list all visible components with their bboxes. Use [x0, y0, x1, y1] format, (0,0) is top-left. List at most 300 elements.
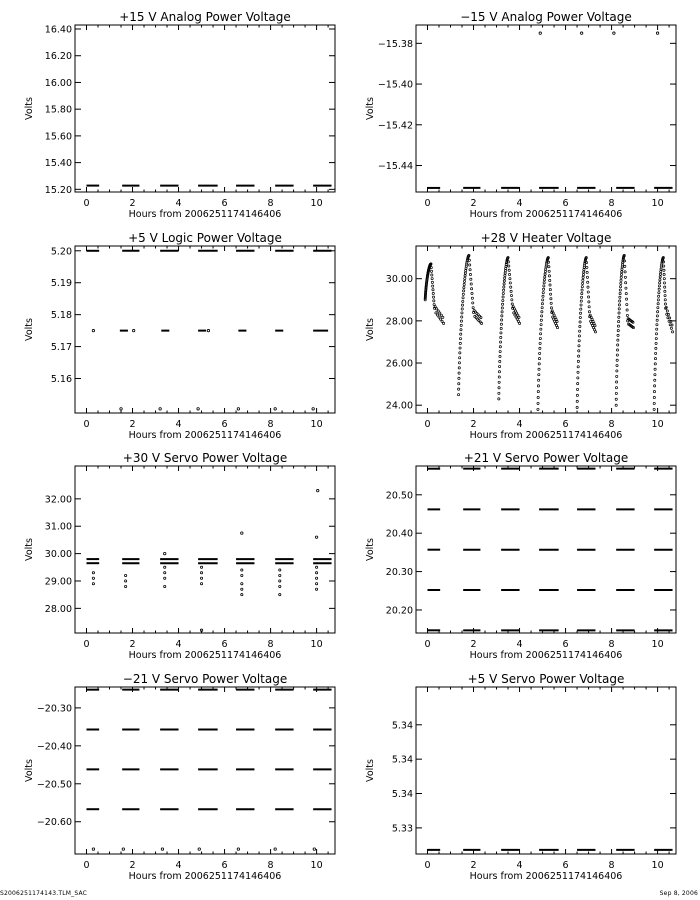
data-point — [578, 340, 580, 342]
data-point — [619, 289, 621, 291]
data-point — [537, 385, 539, 387]
x-tick-label: 2 — [470, 639, 477, 650]
plot-frame — [75, 25, 335, 192]
data-point — [499, 341, 501, 343]
data-point — [507, 261, 509, 263]
data-point — [579, 312, 581, 314]
data-point — [197, 408, 199, 410]
data-point — [656, 319, 658, 321]
x-tick-label: 2 — [129, 198, 136, 209]
data-point — [315, 577, 317, 579]
data-point — [461, 316, 463, 318]
y-tick-label: 15.60 — [44, 131, 72, 143]
y-tick-label: 26.00 — [385, 358, 413, 370]
data-point — [653, 396, 655, 398]
data-point — [577, 383, 579, 385]
data-point — [433, 300, 435, 302]
data-point — [659, 282, 661, 284]
data-point — [499, 360, 501, 362]
y-tick-label: 15.20 — [44, 184, 72, 196]
data-point — [615, 381, 617, 383]
data-point — [659, 276, 661, 278]
y-axis-label: Volts — [24, 759, 35, 782]
data-point — [618, 312, 620, 314]
data-point — [472, 307, 474, 309]
data-point — [621, 268, 623, 270]
data-point — [616, 364, 618, 366]
data-point — [655, 352, 657, 354]
chart-panel-8 — [365, 672, 676, 882]
data-point — [577, 371, 579, 373]
data-point — [654, 357, 656, 359]
data-point — [436, 314, 438, 316]
data-point — [579, 316, 581, 318]
y-axis-label: Volts — [24, 318, 35, 341]
y-axis-label: Volts — [24, 538, 35, 561]
data-point — [538, 379, 540, 381]
data-point — [626, 303, 628, 305]
data-point — [459, 347, 461, 349]
data-point — [576, 394, 578, 396]
data-point — [120, 408, 122, 410]
data-point — [459, 342, 461, 344]
data-point — [626, 314, 628, 316]
data-point — [656, 324, 658, 326]
data-point — [122, 848, 124, 850]
data-point — [442, 316, 444, 318]
data-point — [458, 362, 460, 364]
data-point — [461, 308, 463, 310]
data-point — [499, 365, 501, 367]
data-point — [504, 277, 506, 279]
y-tick-label: 5.34 — [391, 720, 413, 732]
data-point — [198, 848, 200, 850]
data-point — [432, 292, 434, 294]
data-point — [619, 300, 621, 302]
chart-panel-5 — [24, 451, 335, 661]
data-point — [587, 291, 589, 293]
data-point — [659, 279, 661, 281]
data-point — [279, 569, 281, 571]
x-tick-label: 8 — [608, 198, 615, 209]
data-point — [499, 350, 501, 352]
data-point — [663, 282, 665, 284]
y-tick-label: −20.50 — [36, 779, 72, 791]
y-tick-label: 15.80 — [44, 104, 72, 116]
x-tick-label: 2 — [129, 419, 136, 430]
data-point — [469, 264, 471, 266]
y-tick-label: 5.34 — [391, 754, 413, 766]
data-point — [620, 273, 622, 275]
data-point — [619, 286, 621, 288]
data-point — [500, 323, 502, 325]
y-tick-label: 5.33 — [391, 823, 413, 835]
data-point — [125, 574, 127, 576]
data-point — [433, 303, 435, 305]
data-point — [457, 394, 459, 396]
chart-panel-2 — [365, 10, 676, 220]
y-tick-label: 5.20 — [50, 246, 72, 258]
data-point — [580, 32, 582, 34]
data-point — [241, 594, 243, 596]
chart-title: +28 V Heater Voltage — [480, 231, 612, 245]
data-point — [656, 328, 658, 330]
data-point — [501, 311, 503, 313]
data-point — [588, 301, 590, 303]
data-point — [498, 376, 500, 378]
data-point — [498, 392, 500, 394]
data-point — [616, 349, 618, 351]
data-point — [502, 289, 504, 291]
data-point — [92, 848, 94, 850]
data-point — [548, 275, 550, 277]
data-point — [620, 276, 622, 278]
data-point — [654, 374, 656, 376]
data-point — [504, 269, 506, 271]
data-point — [655, 342, 657, 344]
data-point — [579, 325, 581, 327]
data-point — [654, 368, 656, 370]
x-tick-label: 4 — [516, 198, 523, 209]
data-point — [548, 266, 550, 268]
x-axis-label: Hours from 2006251174146406 — [469, 650, 623, 661]
data-point — [664, 299, 666, 301]
chart-panel-6 — [365, 451, 676, 661]
data-series — [87, 489, 332, 631]
data-point — [550, 307, 552, 309]
data-point — [274, 408, 276, 410]
data-point — [583, 271, 585, 273]
data-point — [618, 321, 620, 323]
data-point — [464, 275, 466, 277]
data-point — [241, 574, 243, 576]
data-point — [618, 316, 620, 318]
chart-panel-7 — [24, 672, 335, 882]
data-point — [509, 278, 511, 280]
data-point — [663, 273, 665, 275]
y-axis-label: Volts — [365, 318, 376, 341]
data-point — [613, 32, 615, 34]
data-point — [626, 309, 628, 311]
data-point — [503, 280, 505, 282]
y-tick-label: 30.00 — [385, 274, 413, 286]
data-point — [617, 339, 619, 341]
data-point — [621, 271, 623, 273]
x-tick-label: 4 — [175, 860, 182, 871]
y-tick-label: 29.00 — [44, 576, 72, 588]
data-point — [542, 292, 544, 294]
data-point — [241, 583, 243, 585]
data-point — [541, 303, 543, 305]
data-point — [432, 296, 434, 298]
data-point — [458, 377, 460, 379]
x-tick-label: 8 — [608, 639, 615, 650]
data-point — [582, 273, 584, 275]
data-point — [463, 280, 465, 282]
data-point — [501, 315, 503, 317]
x-tick-label: 8 — [267, 860, 274, 871]
y-tick-label: 31.00 — [44, 521, 72, 533]
x-tick-label: 4 — [175, 639, 182, 650]
data-point — [670, 327, 672, 329]
x-tick-label: 0 — [83, 639, 90, 650]
data-point — [625, 282, 627, 284]
y-tick-label: 5.18 — [50, 310, 72, 322]
data-point — [594, 325, 596, 327]
y-tick-label: 5.34 — [391, 789, 413, 801]
x-tick-label: 6 — [562, 639, 569, 650]
chart-title: +15 V Analog Power Voltage — [119, 10, 291, 24]
y-axis-label: Volts — [365, 759, 376, 782]
data-point — [653, 408, 655, 410]
data-point — [200, 629, 202, 631]
data-point — [541, 315, 543, 317]
data-point — [544, 276, 546, 278]
x-tick-label: 0 — [424, 198, 431, 209]
data-point — [480, 322, 482, 324]
data-point — [434, 306, 436, 308]
y-tick-label: −20.60 — [36, 817, 72, 829]
data-point — [663, 269, 665, 271]
chart-panel-4 — [365, 231, 676, 441]
data-point — [654, 379, 656, 381]
data-point — [541, 311, 543, 313]
data-point — [498, 387, 500, 389]
chart-title: +5 V Servo Power Voltage — [467, 672, 625, 686]
x-tick-label: 10 — [310, 860, 323, 871]
data-point — [539, 342, 541, 344]
data-point — [200, 577, 202, 579]
data-series — [87, 690, 332, 851]
y-tick-label: 16.00 — [44, 77, 72, 89]
data-point — [625, 287, 627, 289]
data-point — [508, 265, 510, 267]
data-point — [279, 585, 281, 587]
data-point — [663, 278, 665, 280]
data-point — [655, 347, 657, 349]
data-point — [207, 329, 209, 331]
data-point — [586, 271, 588, 273]
x-axis-label: Hours from 2006251174146406 — [469, 209, 623, 220]
data-point — [501, 303, 503, 305]
data-point — [441, 320, 443, 322]
data-point — [465, 270, 467, 272]
data-point — [659, 273, 661, 275]
data-point — [540, 319, 542, 321]
data-point — [315, 588, 317, 590]
data-point — [654, 363, 656, 365]
x-axis-label: Hours from 2006251174146406 — [128, 871, 282, 882]
data-point — [431, 278, 433, 280]
data-point — [159, 408, 161, 410]
data-point — [471, 288, 473, 290]
data-point — [432, 285, 434, 287]
data-point — [658, 285, 660, 287]
data-point — [315, 566, 317, 568]
x-tick-label: 6 — [221, 639, 228, 650]
data-point — [431, 274, 433, 276]
y-tick-label: 28.00 — [44, 603, 72, 615]
x-tick-label: 8 — [608, 419, 615, 430]
data-point — [618, 304, 620, 306]
data-point — [576, 406, 578, 408]
chart-title: −21 V Servo Power Voltage — [122, 672, 288, 686]
data-series — [87, 251, 332, 410]
x-axis-label: Hours from 2006251174146406 — [128, 430, 282, 441]
data-point — [580, 308, 582, 310]
data-point — [504, 274, 506, 276]
data-point — [279, 580, 281, 582]
data-point — [545, 268, 547, 270]
x-tick-label: 6 — [221, 198, 228, 209]
data-point — [588, 306, 590, 308]
data-point — [539, 333, 541, 335]
data-series — [428, 469, 673, 631]
data-point — [164, 585, 166, 587]
data-point — [315, 572, 317, 574]
x-axis-label: Hours from 2006251174146406 — [128, 650, 282, 661]
data-point — [583, 268, 585, 270]
data-point — [615, 387, 617, 389]
y-tick-label: 5.19 — [50, 278, 72, 290]
data-point — [656, 315, 658, 317]
data-point — [463, 290, 465, 292]
data-point — [469, 273, 471, 275]
x-tick-label: 2 — [129, 860, 136, 871]
data-point — [125, 585, 127, 587]
data-point — [510, 286, 512, 288]
x-tick-label: 4 — [516, 419, 523, 430]
data-point — [617, 334, 619, 336]
data-point — [616, 359, 618, 361]
data-point — [500, 336, 502, 338]
data-point — [625, 298, 627, 300]
data-point — [580, 296, 582, 298]
data-point — [540, 328, 542, 330]
data-point — [655, 333, 657, 335]
data-point — [549, 279, 551, 281]
data-point — [503, 286, 505, 288]
y-tick-label: 20.30 — [385, 567, 413, 579]
data-point — [164, 577, 166, 579]
y-tick-label: −15.42 — [377, 120, 413, 132]
data-point — [443, 322, 445, 324]
x-tick-label: 10 — [310, 198, 323, 209]
data-point — [664, 303, 666, 305]
data-point — [460, 324, 462, 326]
chart-title: +5 V Logic Power Voltage — [128, 231, 282, 245]
data-point — [472, 302, 474, 304]
data-point — [587, 281, 589, 283]
data-point — [458, 388, 460, 390]
data-point — [92, 583, 94, 585]
data-point — [92, 572, 94, 574]
data-point — [241, 588, 243, 590]
data-point — [548, 270, 550, 272]
data-point — [576, 388, 578, 390]
chart-title: −15 V Analog Power Voltage — [460, 10, 632, 24]
plot-frame — [75, 246, 335, 413]
data-point — [582, 279, 584, 281]
data-point — [538, 374, 540, 376]
data-point — [671, 324, 673, 326]
data-point — [615, 392, 617, 394]
y-tick-label: −15.38 — [377, 38, 413, 50]
data-point — [200, 572, 202, 574]
x-tick-label: 10 — [651, 860, 664, 871]
data-point — [274, 848, 276, 850]
y-tick-label: −15.44 — [377, 161, 413, 173]
x-tick-label: 8 — [267, 419, 274, 430]
data-point — [498, 398, 500, 400]
x-axis-label: Hours from 2006251174146406 — [128, 209, 282, 220]
data-point — [317, 489, 319, 491]
data-point — [464, 277, 466, 279]
data-point — [620, 282, 622, 284]
y-tick-label: 28.00 — [385, 316, 413, 328]
data-point — [653, 402, 655, 404]
data-point — [430, 270, 432, 272]
data-point — [539, 347, 541, 349]
data-point — [615, 398, 617, 400]
y-axis-label: Volts — [365, 538, 376, 561]
y-tick-label: 15.40 — [44, 158, 72, 170]
data-point — [518, 316, 520, 318]
data-point — [458, 383, 460, 385]
data-point — [657, 307, 659, 309]
data-point — [125, 580, 127, 582]
data-point — [511, 299, 513, 301]
data-point — [438, 316, 440, 318]
x-tick-label: 10 — [651, 419, 664, 430]
data-point — [471, 292, 473, 294]
data-point — [161, 848, 163, 850]
data-point — [237, 848, 239, 850]
y-tick-label: 16.40 — [44, 24, 72, 36]
data-point — [499, 355, 501, 357]
x-tick-label: 10 — [651, 198, 664, 209]
data-point — [459, 338, 461, 340]
x-tick-label: 0 — [83, 419, 90, 430]
chart-title: +21 V Servo Power Voltage — [463, 451, 629, 465]
x-tick-label: 4 — [516, 860, 523, 871]
y-tick-label: 30.00 — [44, 549, 72, 561]
x-tick-label: 2 — [129, 639, 136, 650]
data-point — [543, 285, 545, 287]
data-point — [504, 272, 506, 274]
data-point — [480, 317, 482, 319]
y-tick-label: −20.30 — [36, 703, 72, 715]
data-point — [436, 308, 438, 310]
data-point — [543, 282, 545, 284]
data-point — [511, 303, 513, 305]
data-point — [237, 408, 239, 410]
data-point — [660, 270, 662, 272]
data-point — [619, 292, 621, 294]
data-point — [581, 289, 583, 291]
data-point — [664, 290, 666, 292]
data-point — [539, 337, 541, 339]
data-point — [578, 350, 580, 352]
x-tick-label: 10 — [651, 639, 664, 650]
y-tick-label: −20.40 — [36, 741, 72, 753]
plot-frame — [416, 25, 676, 192]
data-point — [618, 308, 620, 310]
data-point — [657, 303, 659, 305]
data-point — [440, 314, 442, 316]
data-point — [92, 577, 94, 579]
data-point — [586, 276, 588, 278]
